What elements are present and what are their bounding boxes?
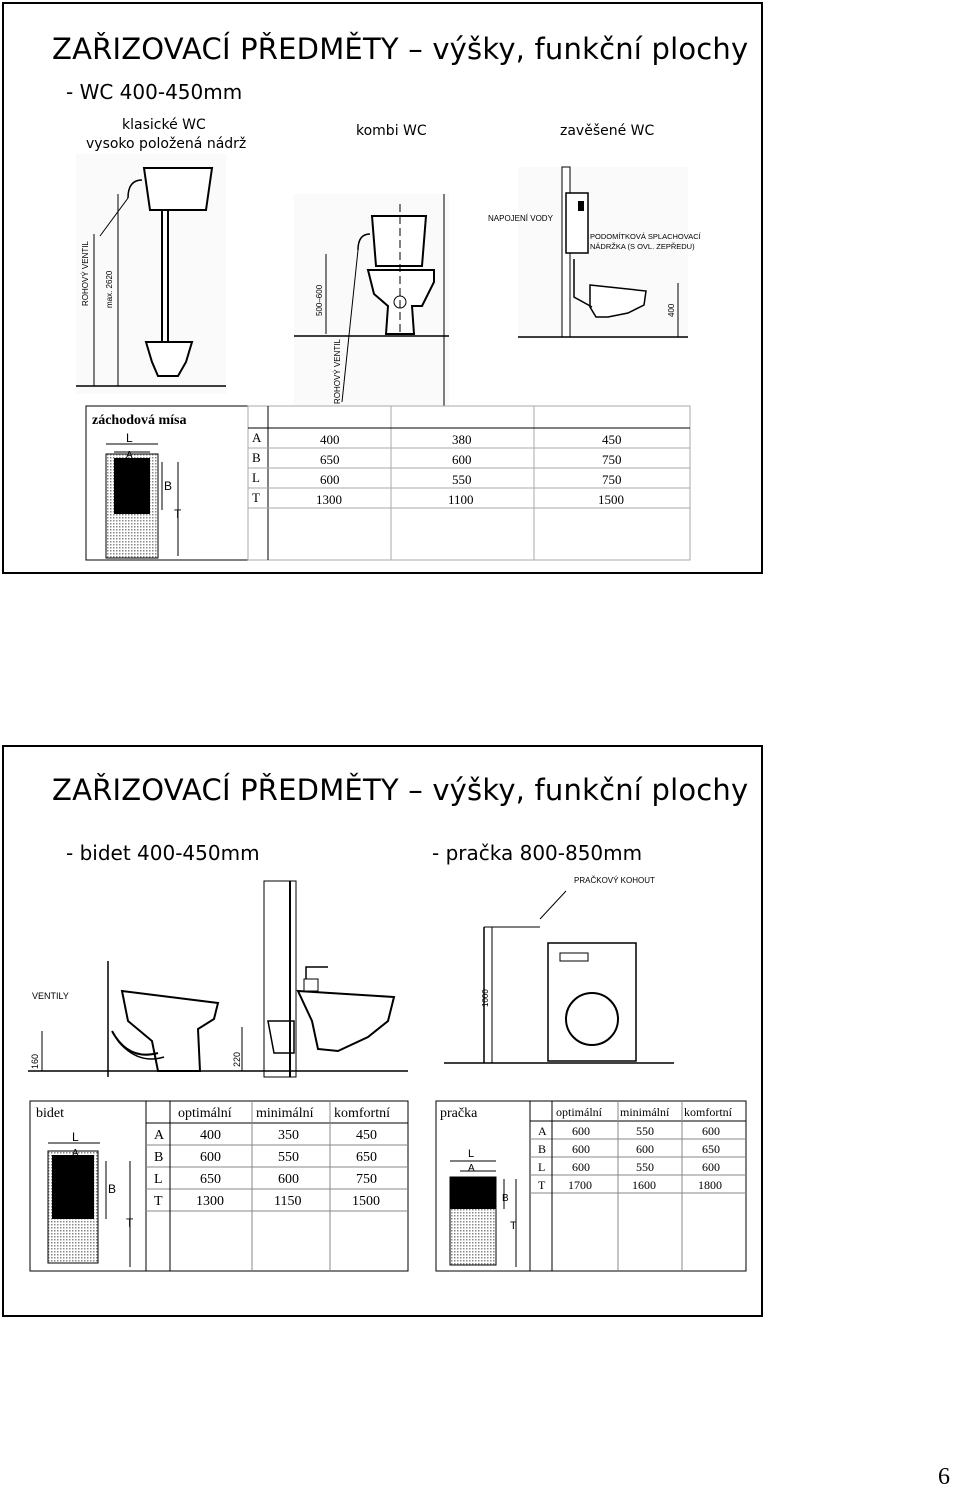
classic-wc-drawing (76, 154, 226, 394)
label-range: 500–600 (315, 284, 324, 316)
cell: 650 (320, 452, 340, 467)
pracka-drawing (444, 867, 674, 1081)
pracka-label: pračka (440, 1106, 478, 1121)
hung-wc-drawing (488, 167, 701, 339)
dim-b: B (164, 479, 173, 493)
col-header: optimální (556, 1105, 602, 1119)
bidet-table (30, 1101, 408, 1271)
cell: 400 (200, 1128, 221, 1143)
label-podomitkova-1: PODOMÍTKOVÁ SPLACHOVACÍ (590, 232, 701, 241)
caption-classic-line2: vysoko položená nádrž (86, 136, 247, 152)
cell: 1300 (196, 1194, 224, 1209)
cell: 1100 (448, 492, 474, 507)
cell: 600 (452, 452, 472, 467)
bidet-label: bidet (36, 1106, 64, 1121)
dim-l: L (72, 1130, 79, 1144)
row-key: T (538, 1178, 546, 1192)
label-400: 400 (667, 303, 676, 317)
cell: 1800 (698, 1178, 722, 1192)
label-rohovy-ventil-2: ROHOVÝ VENTIL (333, 339, 342, 404)
cell: 550 (636, 1124, 654, 1138)
cell: 600 (572, 1142, 590, 1156)
pracka-table (436, 1101, 746, 1271)
cell: 650 (702, 1142, 720, 1156)
cell: 1150 (274, 1194, 302, 1209)
slide-title: ZAŘIZOVACÍ PŘEDMĚTY – výšky, funkční plochy (52, 32, 749, 66)
cell: 1500 (598, 492, 624, 507)
col-header: komfortní (684, 1105, 732, 1119)
dim-l: L (468, 1148, 475, 1160)
cell: 450 (356, 1128, 377, 1143)
col-header: minimální (256, 1106, 314, 1121)
bullet-wc: - WC 400-450mm (66, 80, 243, 104)
cell: 600 (320, 472, 340, 487)
label-1000: 1000 (481, 989, 490, 1007)
col-header: minimální (620, 1105, 670, 1119)
cell: 600 (200, 1150, 221, 1165)
row-key: L (252, 470, 260, 485)
row-key: A (538, 1124, 547, 1138)
cell: 380 (452, 432, 472, 447)
dim-b: B (502, 1193, 509, 1204)
row-key: A (154, 1128, 165, 1143)
label-napojeni: NAPOJENÍ VODY (488, 214, 553, 223)
cell: 550 (278, 1150, 299, 1165)
dim-l: L (126, 431, 133, 445)
slide-bidet-pracka (2, 745, 763, 1317)
cell: 600 (572, 1160, 590, 1174)
label-ventily: VENTILY (32, 991, 69, 1001)
bullet-bidet: - bidet 400-450mm (66, 841, 260, 865)
cell: 750 (356, 1172, 377, 1187)
row-key: T (154, 1194, 163, 1209)
dim-t: T (174, 507, 182, 521)
row-key: B (538, 1142, 547, 1156)
cell: 750 (602, 472, 622, 487)
col-header: optimální (178, 1106, 232, 1121)
cell: 550 (452, 472, 472, 487)
bidet-drawing (28, 881, 408, 1081)
col-header: komfortní (334, 1106, 390, 1121)
row-key: T (252, 490, 260, 505)
cell: 600 (278, 1172, 299, 1187)
row-key: B (252, 450, 261, 465)
label-rohovy-ventil: ROHOVÝ VENTIL (81, 241, 90, 306)
label-podomitkova-2: NÁDRŽKA (S OVL. ZEPŘEDU) (590, 242, 695, 251)
label-160: 160 (30, 1053, 40, 1069)
cell: 650 (356, 1150, 377, 1165)
cell: 1300 (316, 492, 342, 507)
slide-wc (2, 2, 763, 574)
bullet-pracka: - pračka 800-850mm (432, 841, 643, 865)
caption-classic-line1: klasické WC (122, 117, 206, 133)
page-number: 6 (938, 1464, 950, 1490)
table-label: záchodová mísa (92, 413, 187, 428)
row-key: A (252, 430, 262, 445)
cell: 400 (320, 432, 340, 447)
wc-dimension-table (86, 406, 690, 560)
cell: 600 (702, 1160, 720, 1174)
caption-kombi: kombi WC (356, 123, 427, 139)
kombi-wc-drawing (294, 194, 449, 409)
dim-b: B (108, 1182, 117, 1196)
label-max: max. 2620 (105, 270, 114, 308)
cell: 1600 (632, 1178, 656, 1192)
label-220: 220 (232, 1051, 242, 1067)
cell: 550 (636, 1160, 654, 1174)
row-key: B (154, 1150, 164, 1165)
caption-hung: zavěšené WC (560, 123, 655, 139)
cell: 350 (278, 1128, 299, 1143)
label-prackovy: PRAČKOVÝ KOHOUT (574, 876, 655, 885)
dim-t: T (510, 1220, 517, 1232)
slide-title: ZAŘIZOVACÍ PŘEDMĚTY – výšky, funkční plochy (52, 773, 749, 807)
dim-t: T (126, 1216, 134, 1230)
dim-a: A (468, 1163, 475, 1174)
dim-a: A (126, 450, 133, 461)
cell: 1700 (568, 1178, 592, 1192)
row-key: L (154, 1172, 163, 1187)
cell: 1500 (352, 1194, 380, 1209)
dim-a: A (72, 1148, 79, 1159)
row-key: L (538, 1160, 546, 1174)
cell: 650 (200, 1172, 221, 1187)
cell: 600 (572, 1124, 590, 1138)
cell: 600 (636, 1142, 654, 1156)
cell: 750 (602, 452, 622, 467)
cell: 600 (702, 1124, 720, 1138)
cell: 450 (602, 432, 622, 447)
